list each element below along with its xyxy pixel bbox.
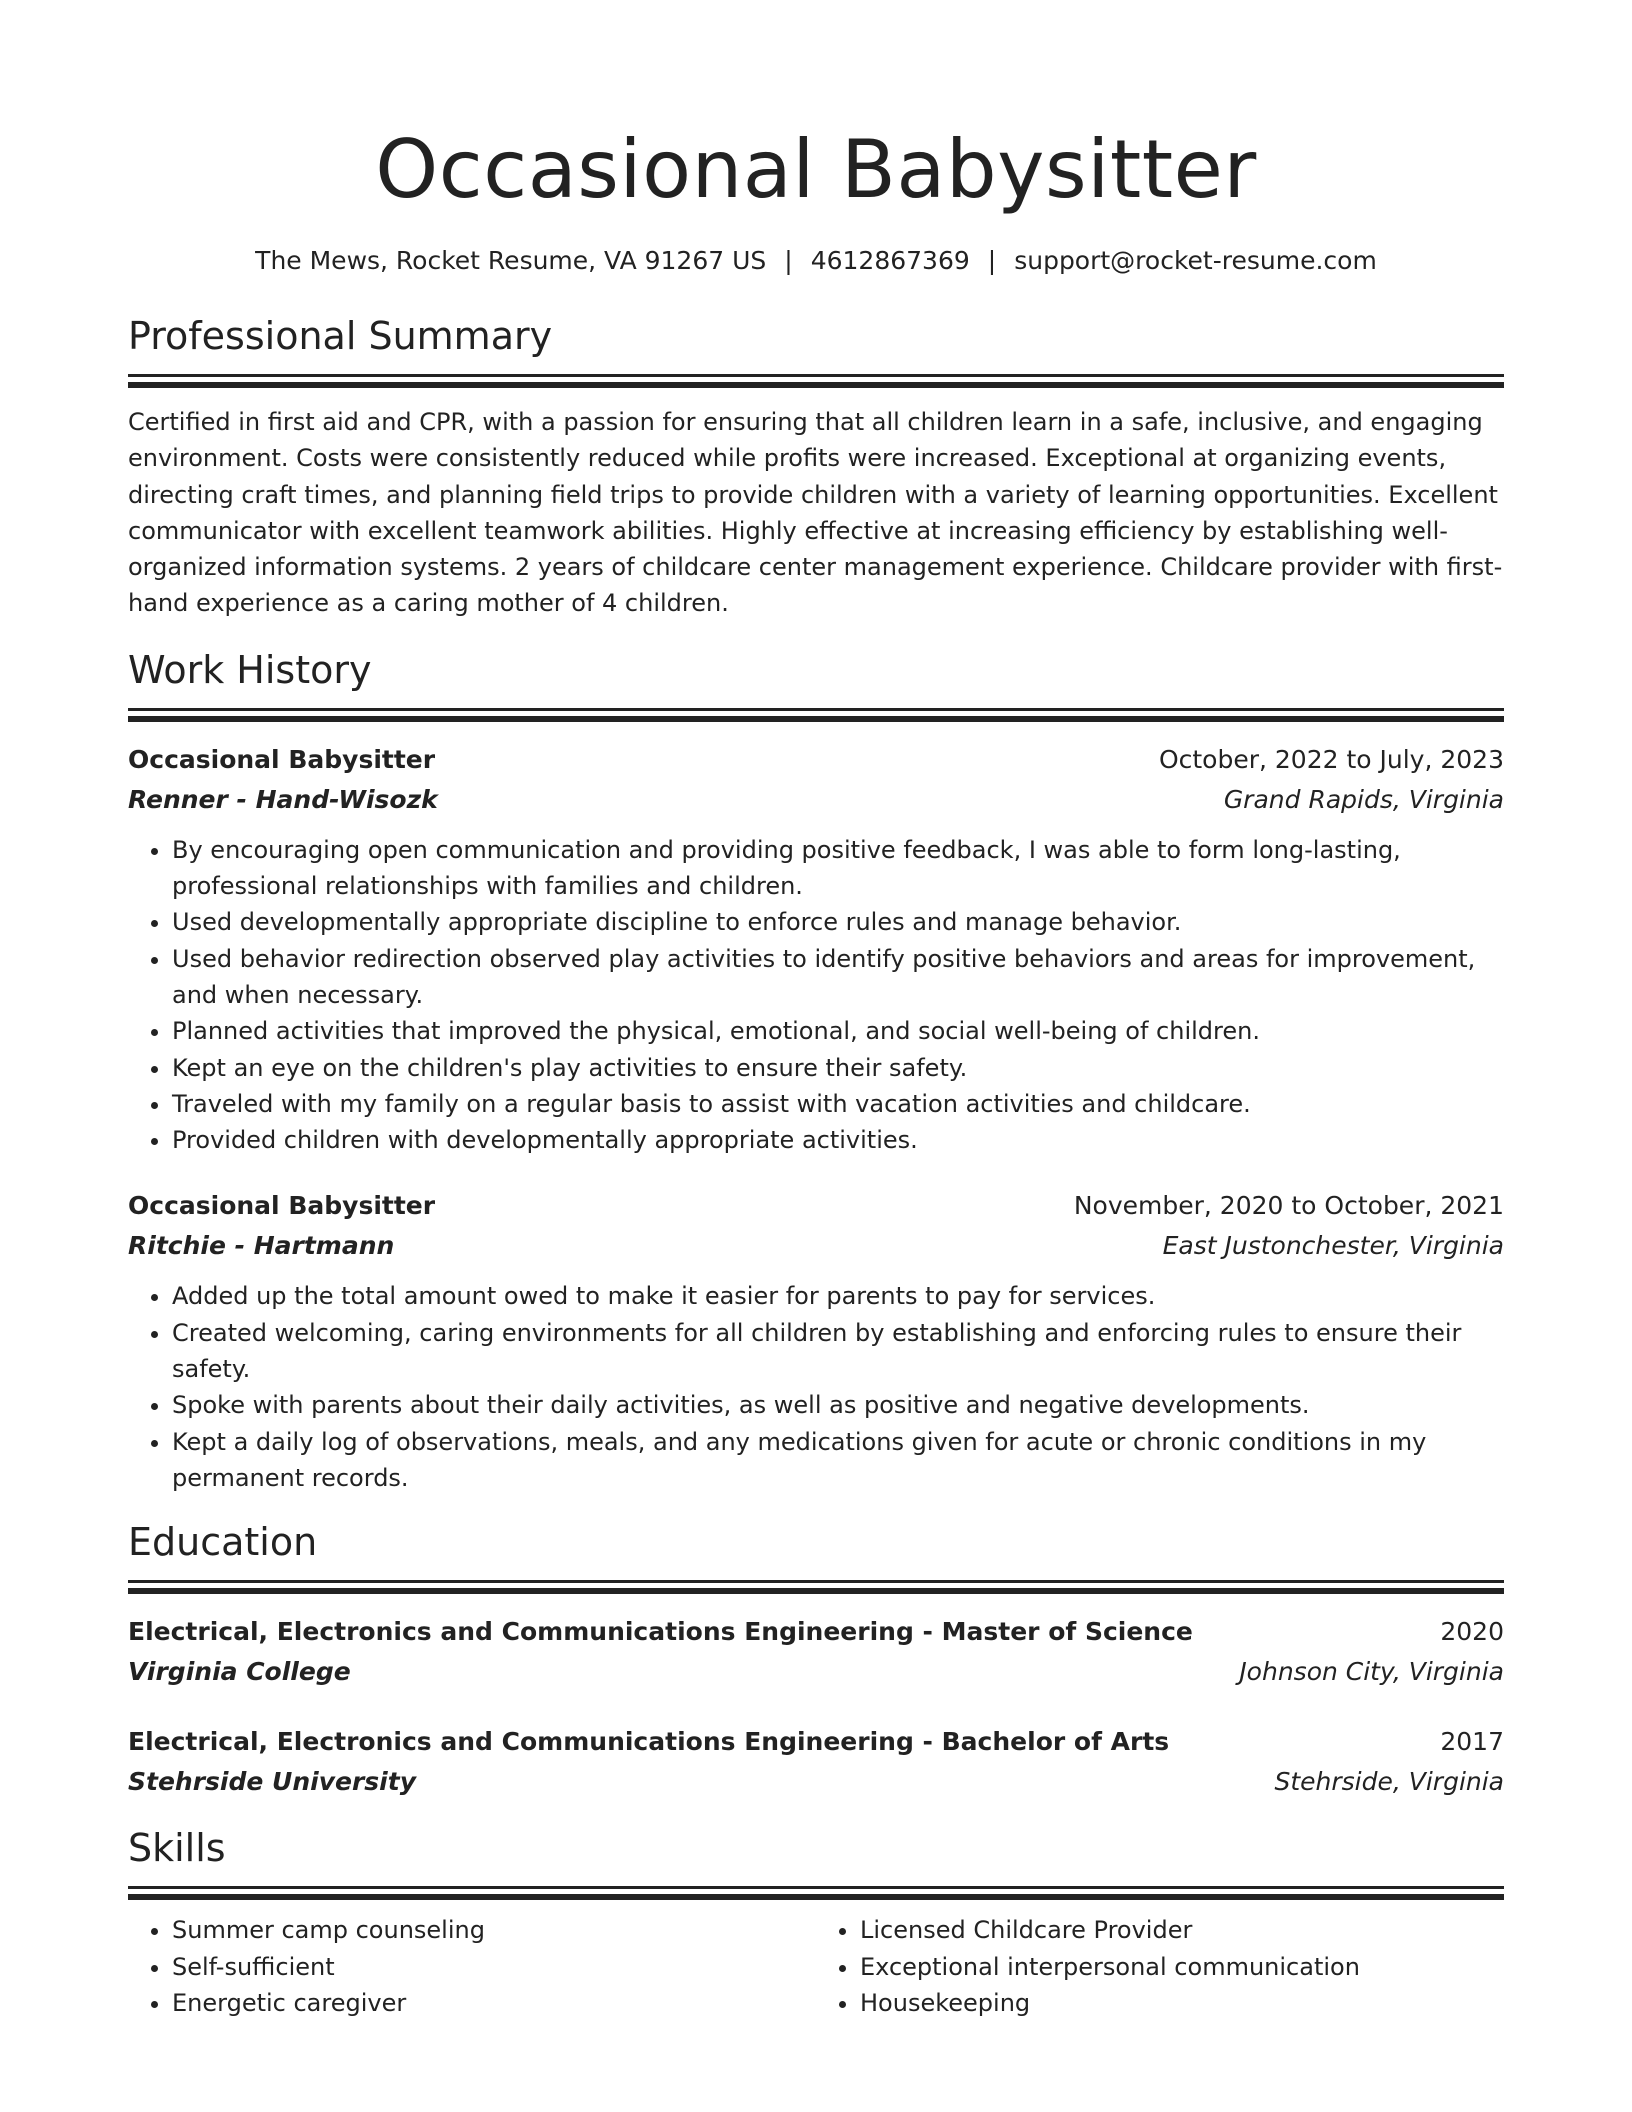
job-header [128, 1186, 1504, 1226]
education-degree: Electrical, Electronics and Communications Engineering - Master of Science [128, 1617, 1193, 1647]
contact-address: The Mews, Rocket Resume, VA 91267 US [255, 246, 767, 275]
skill-item: • Self-sufficient [172, 1949, 816, 1985]
section-divider [128, 374, 1504, 377]
section-heading: Education [128, 1520, 318, 1565]
skills-list [128, 1912, 1504, 2021]
contact-line [128, 244, 1504, 278]
education-subheader [128, 1652, 1504, 1692]
education-location: Stehrside, Virginia [1274, 1767, 1504, 1797]
work-history-section [128, 646, 1504, 1496]
summary-text: Certified in first aid and CPR, with a passion for ensuring that all children learn in a safe, inclusive, and engaging environment. Costs were consistently reduced while profits were increased. Exceptional at organizing events, directing craft times, and planning field trips to provide children with a variety of learning opportunities. Excellent communicator with excellent teamwork abilities. Highly effective at increasing efficiency by establishing well-organized information systems. 2 years of childcare center management experience. Childcare provider with first-hand experience as a caring mother of 4 children. [128, 408, 1503, 618]
list-item: • Spoke with parents about their daily activities, as well as positive and negative developments. [172, 1387, 1504, 1423]
education-school: Stehrside University [128, 1767, 416, 1797]
section-divider [128, 1580, 1504, 1583]
job-dates: October, 2022 to July, 2023 [1158, 744, 1504, 774]
section-divider [128, 1886, 1504, 1889]
job-title: Occasional Babysitter [128, 744, 436, 774]
contact-email: support@rocket-resume.com [1014, 246, 1377, 275]
education-entry [128, 1722, 1504, 1802]
job-subheader [128, 1226, 1504, 1266]
section-divider [128, 382, 1504, 388]
resume-name: Occasional Babysitter [375, 123, 1257, 216]
job-entry [128, 740, 1504, 1159]
section-divider [128, 1894, 1504, 1900]
job-bullets [128, 1278, 1504, 1496]
list-item: • Added up the total amount owed to make it easier for parents to pay for services. [172, 1278, 1504, 1314]
section-divider [128, 716, 1504, 722]
section-divider [128, 1588, 1504, 1594]
job-location: Grand Rapids, Virginia [1223, 784, 1504, 814]
education-section [128, 1518, 1504, 1802]
education-location: Johnson City, Virginia [1239, 1657, 1504, 1687]
job-location: East Justonchester, Virginia [1162, 1231, 1504, 1261]
job-title: Occasional Babysitter [128, 1191, 436, 1221]
skill-item: • Housekeeping [860, 1985, 1504, 2021]
summary-section [128, 312, 1504, 622]
section-heading: Professional Summary [128, 314, 553, 358]
skill-item: • Summer camp counseling [172, 1912, 816, 1948]
section-divider [128, 708, 1504, 711]
section-heading: Work History [128, 647, 372, 692]
skill-item: • Licensed Childcare Provider [860, 1912, 1504, 1948]
skills-column-left [128, 1912, 816, 2021]
contact-separator: | [987, 246, 997, 275]
section-heading: Skills [128, 1826, 226, 1871]
job-company: Renner - Hand-Wisozk [128, 784, 438, 814]
list-item: • Planned activities that improved the physical, emotional, and social well-being of children. [172, 1013, 1504, 1049]
skills-column-right [816, 1912, 1504, 2021]
skill-item: • Energetic caregiver [172, 1985, 816, 2021]
education-year: 2020 [1440, 1617, 1504, 1647]
education-subheader [128, 1762, 1504, 1802]
education-entry [128, 1612, 1504, 1692]
job-dates: November, 2020 to October, 2021 [1073, 1191, 1504, 1221]
job-subheader [128, 780, 1504, 820]
education-header [128, 1722, 1504, 1762]
contact-separator: | [784, 246, 793, 275]
skills-section [128, 1824, 1504, 2021]
education-year: 2017 [1440, 1727, 1504, 1757]
education-degree: Electrical, Electronics and Communications Engineering - Bachelor of Arts [128, 1727, 1170, 1757]
education-school: Virginia College [128, 1657, 351, 1687]
job-entry [128, 1186, 1504, 1496]
skill-item: • Exceptional interpersonal communication [860, 1949, 1504, 1985]
list-item: • Traveled with my family on a regular basis to assist with vacation activities and childcare. [172, 1086, 1504, 1122]
list-item: • Created welcoming, caring environments for all children by establishing and enforcing rules to ensure their safety. [172, 1315, 1504, 1388]
list-item: • Used behavior redirection observed play activities to identify positive behaviors and areas for improvement, and when necessary. [172, 941, 1504, 1014]
list-item: • Used developmentally appropriate discipline to enforce rules and manage behavior. [172, 904, 1504, 940]
list-item: • Kept a daily log of observations, meals, and any medications given for acute or chronic conditions in my permanent records. [172, 1424, 1504, 1497]
list-item: • Kept an eye on the children's play activities to ensure their safety. [172, 1050, 1504, 1086]
job-company: Ritchie - Hartmann [128, 1231, 395, 1261]
list-item: • By encouraging open communication and providing positive feedback, I was able to form long-lasting, professional relationships with families and children. [172, 832, 1504, 905]
job-header [128, 740, 1504, 780]
list-item: • Provided children with developmentally appropriate activities. [172, 1122, 1504, 1158]
job-bullets [128, 832, 1504, 1159]
education-header [128, 1612, 1504, 1652]
contact-phone: 4612867369 [810, 246, 970, 275]
